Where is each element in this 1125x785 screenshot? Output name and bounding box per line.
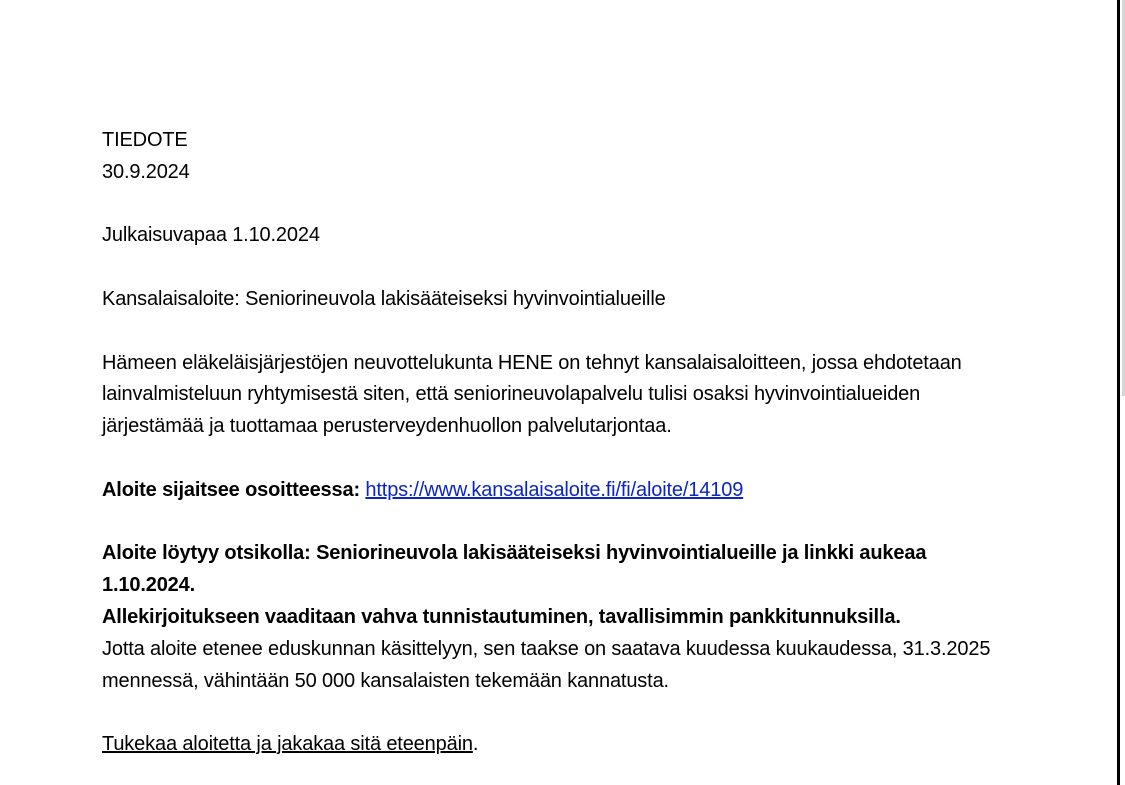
spacer [102,189,1022,221]
parliament-info: Jotta aloite etenee eduskunnan käsittelyyn, sen taakse on saatava kuudessa kuukaudessa, 31.3.2025 mennessä, vähintään 50 000 kansalaisten tekemään kannatusta. [102,637,991,692]
spacer [102,697,1022,729]
spacer [102,443,1022,475]
signing-info: Allekirjoitukseen vaaditaan vahva tunnistautuminen, tavallisimmin pankkitunnuksilla. [102,605,901,628]
spacer [102,507,1022,539]
spacer [102,316,1022,348]
intro-paragraph: Hämeen eläkeläisjärjestöjen neuvottelukunta HENE on tehnyt kansalaisaloitteen, jossa ehdotetaan lainvalmisteluun ryhtymisestä siten, että seniorineuvolapalvelu tulisi osaksi hyvinvointialueiden järjestämää ja tuottamaa perusterveydenhuollon palvelutarjontaa. [102,351,962,438]
closing-text: Tukekaa aloitetta ja jakakaa sitä eteenpäin [102,733,473,756]
location-label: Aloite sijaitsee osoitteessa: [102,478,360,501]
release-date: 30.9.2024 [102,160,190,183]
closing-line [102,729,1022,761]
location-line [102,475,1022,507]
spacer [102,252,1022,284]
headline: Kansalaisaloite: Seniorineuvola lakisääteiseksi hyvinvointialueille [102,287,666,310]
press-release-body [102,125,1022,761]
initiative-link[interactable]: https://www.kansalaisaloite.fi/fi/aloite/14109 [365,478,744,501]
embargo-line: Julkaisuvapaa 1.10.2024 [102,224,320,247]
page-edge-scrollbar[interactable] [1117,0,1125,785]
closing-punctuation: . [472,733,479,756]
header-label: TIEDOTE [102,129,188,151]
title-info: Aloite löytyy otsikolla: Seniorineuvola lakisääteiseksi hyvinvointialueille ja linkki aukeaa 1.10.2024. [102,542,927,597]
